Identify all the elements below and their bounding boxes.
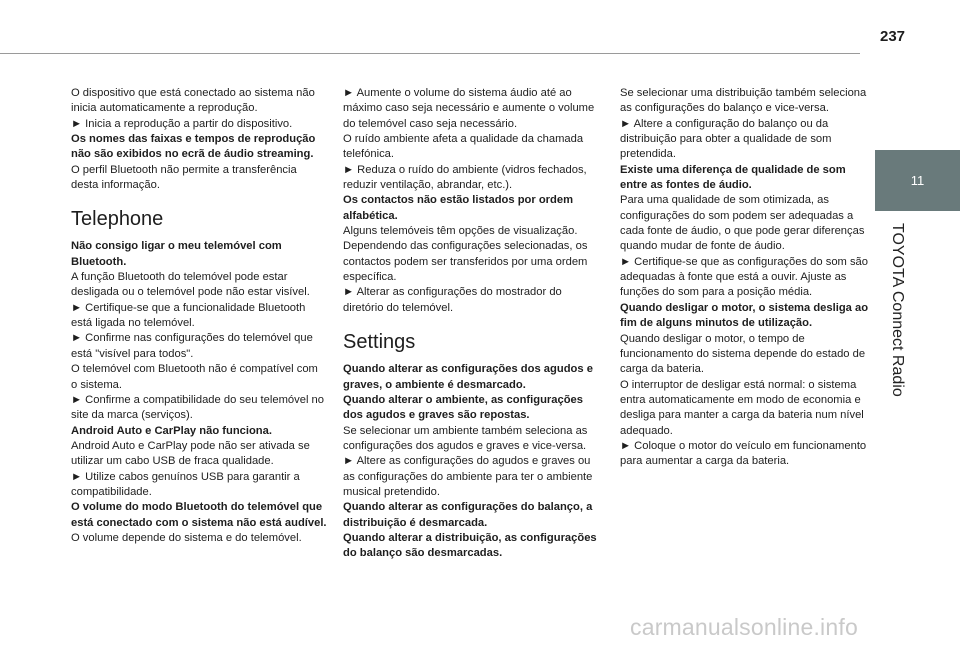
problem-heading: Os contactos não estão listados por ordem alfabética.: [343, 194, 574, 222]
instruction: ► Altere a configuração do balanço ou da distribuição para obter a qualidade de som pretendida.: [620, 117, 832, 161]
instruction: ► Certifique-se que as configurações do som são adequadas à fonte que está a ouvir. Ajuste as funções do som para a posição média.: [620, 255, 869, 299]
instruction: ► Alterar as configurações do mostrador do diretório do telemóvel.: [343, 286, 562, 314]
column-1: [71, 86, 327, 546]
instruction: ► Utilize cabos genuínos USB para garantir a compatibilidade.: [71, 470, 300, 498]
problem-heading: Quando alterar a distribuição, as configurações do balanço são desmarcadas.: [343, 531, 597, 560]
column-2: [343, 86, 599, 562]
chapter-title: TOYOTA Connect Radio: [889, 223, 906, 397]
instruction: ► Altere as configurações do agudos e graves ou as configurações do ambiente para ter o ambiente musical pretendido.: [343, 455, 593, 498]
instruction: ► Inicia a reprodução a partir do dispositivo.: [71, 117, 293, 130]
paragraph: Quando desligar o motor, o tempo de funcionamento do sistema depende do estado de carga da bateria.: [620, 332, 866, 376]
paragraph: O interruptor de desligar está normal: o sistema entra automaticamente em modo de economia e desliga para manter a carga da bateria num nível adequado.: [620, 378, 864, 437]
paragraph: Para uma qualidade de som otimizada, as configurações do som podem ser adequadas a cada fonte de áudio, o que pode gerar diferenças quando mudar de fonte de áudio.: [620, 194, 865, 253]
paragraph: O volume depende do sistema e do telemóvel.: [71, 531, 302, 544]
paragraph: O dispositivo que está conectado ao sistema não inicia automaticamente a reprodução.: [71, 87, 315, 115]
problem-heading: Quando alterar as configurações do balanço, a distribuição é desmarcada.: [343, 501, 593, 529]
problem-heading: Não consigo ligar o meu telemóvel com Bluetooth.: [71, 240, 282, 268]
column-3: [620, 86, 876, 470]
paragraph: Alguns telemóveis têm opções de visualização. Dependendo das configurações selecionadas, os contactos podem ser transferidos por uma ordem específica.: [343, 225, 588, 284]
problem-heading: Os nomes das faixas e tempos de reprodução não são exibidos no ecrã de áudio streaming.: [71, 133, 316, 161]
problem-heading: Android Auto e CarPlay não funciona.: [71, 424, 272, 437]
chapter-tab: [875, 150, 960, 211]
paragraph: O telemóvel com Bluetooth não é compatível com o sistema.: [71, 363, 318, 391]
paragraph: O perfil Bluetooth não permite a transferência desta informação.: [71, 163, 297, 192]
paragraph: A função Bluetooth do telemóvel pode estar desligada ou o telemóvel pode não estar visível.: [71, 271, 310, 299]
problem-heading: Quando alterar as configurações dos agudos e graves, o ambiente é desmarcado.: [343, 363, 593, 391]
problem-heading: Quando desligar o motor, o sistema desliga ao fim de alguns minutos de utilização.: [620, 301, 869, 330]
header-divider: [0, 53, 860, 54]
paragraph: Se selecionar um ambiente também seleciona as configurações dos agudos e graves e vice-versa.: [343, 424, 588, 452]
paragraph: O ruído ambiente afeta a qualidade da chamada telefónica.: [343, 133, 584, 161]
instruction: ► Coloque o motor do veículo em funcionamento para aumentar a carga da bateria.: [620, 439, 867, 468]
page-number: 237: [880, 28, 906, 45]
problem-heading: Existe uma diferença de qualidade de som entre as fontes de áudio.: [620, 163, 846, 192]
section-heading-settings: Settings: [343, 331, 416, 354]
watermark-text: carmanualsonline.info: [630, 614, 858, 640]
section-heading-telephone: Telephone: [71, 208, 164, 231]
paragraph: Se selecionar uma distribuição também seleciona as configurações do balanço e vice-versa.: [620, 87, 867, 115]
problem-heading: Quando alterar o ambiente, as configurações dos agudos e graves são repostas.: [343, 393, 583, 422]
instruction: ► Confirme nas configurações do telemóvel que está "visível para todos".: [71, 332, 313, 360]
instruction: ► Certifique-se que a funcionalidade Bluetooth está ligada no telemóvel.: [71, 301, 306, 330]
paragraph: Android Auto e CarPlay pode não ser ativada se utilizar um cabo USB de fraca qualidade.: [71, 439, 310, 468]
instruction: ► Aumente o volume do sistema áudio até ao máximo caso seja necessário e aumente o volume do telemóvel caso seja necessário.: [343, 87, 595, 130]
instruction: ► Confirme a compatibilidade do seu telemóvel no site da marca (serviços).: [71, 393, 324, 422]
chapter-number: 11: [910, 173, 925, 188]
problem-heading: O volume do modo Bluetooth do telemóvel que está conectado com o sistema não está audível.: [71, 501, 327, 529]
instruction: ► Reduza o ruído do ambiente (vidros fechados, reduzir ventilação, abrandar, etc.).: [343, 163, 587, 192]
